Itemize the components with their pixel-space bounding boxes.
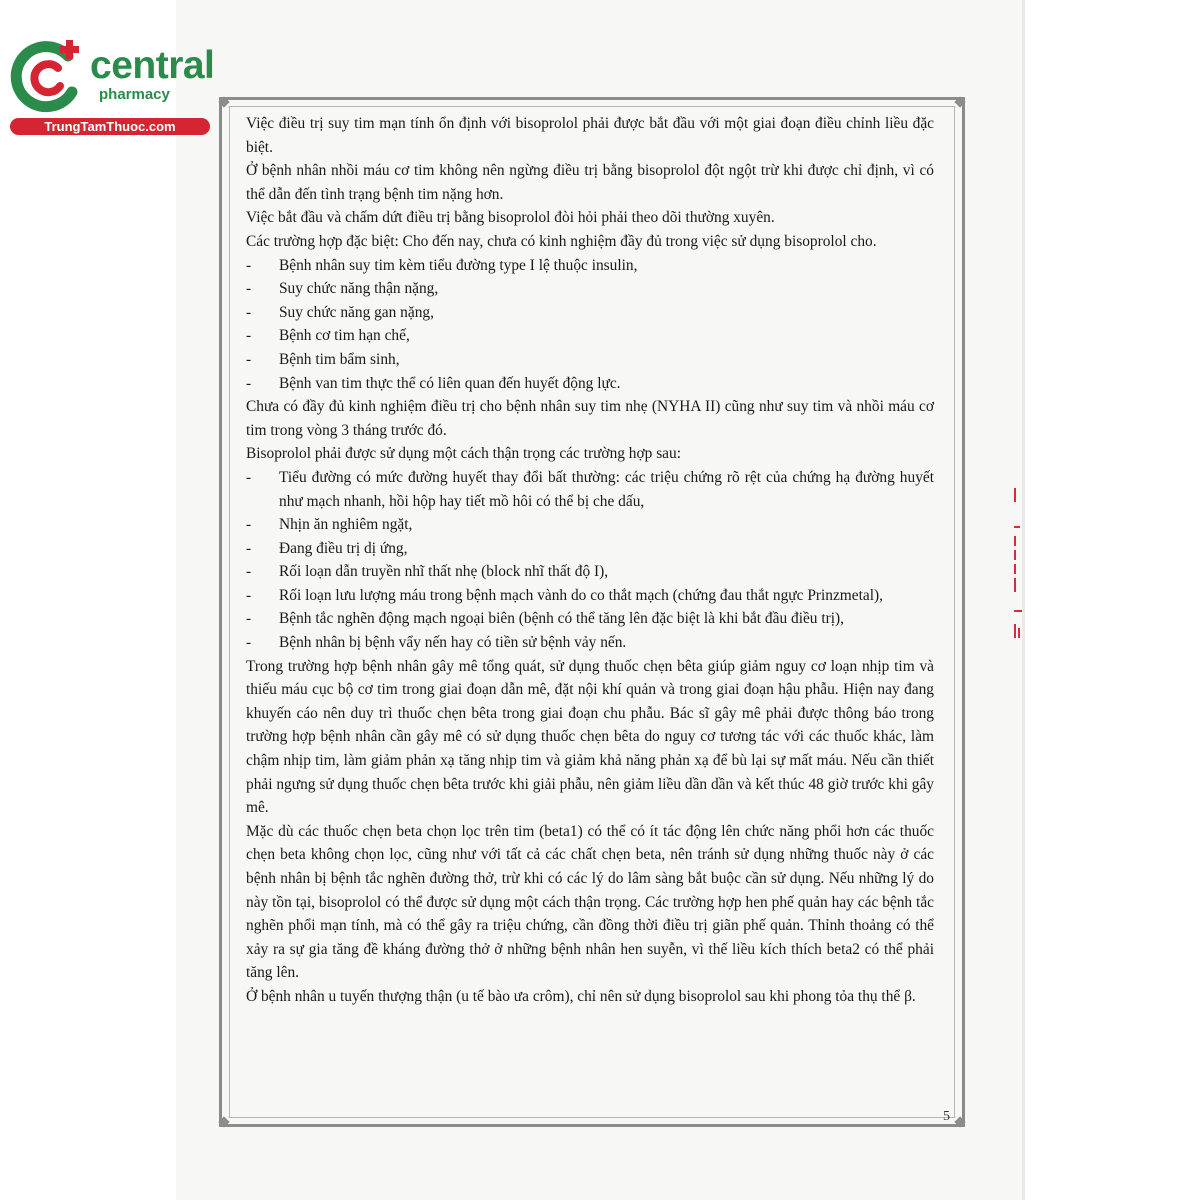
list-item: - Bệnh tim bẩm sinh,	[246, 350, 400, 368]
central-pharmacy-logo[interactable]	[10, 38, 215, 138]
paragraph: Bisoprolol phải được sử dụng một cách thận trọng các trường hợp sau:	[246, 445, 681, 463]
list-item: - Suy chức năng thận nặng,	[246, 280, 439, 298]
list-item: - Bệnh cơ tim hạn chế,	[246, 327, 410, 345]
document-body	[246, 112, 934, 1009]
list-item: - Bệnh tắc nghẽn động mạch ngoại biên (bệnh có thể tăng lên đặc biệt là khi bắt đầu điều trị),	[246, 610, 844, 628]
paragraph: Chưa có đầy đủ kinh nghiệm điều trị cho bệnh nhân suy tim nhẹ (NYHA II) cũng như suy tim và nhồi máu cơ tim trong vòng 3 tháng trước đó.	[246, 398, 934, 439]
paragraph: Việc bắt đầu và chấm dứt điều trị bằng bisoprolol đòi hỏi phải theo dõi thường xuyên.	[246, 209, 775, 227]
logo-website-badge: TrungTamThuoc.com	[10, 118, 210, 135]
logo-brand: central	[90, 44, 215, 87]
list-item: - Bệnh nhân suy tim kèm tiểu đường type I lệ thuộc insulin,	[246, 256, 638, 274]
paragraph: Ở bệnh nhân nhồi máu cơ tim không nên ngừng điều trị bằng bisoprolol đột ngột trừ khi được chỉ định, vì có thể dẫn đến tình trạng bệnh tim nặng hơn.	[246, 162, 934, 203]
red-stamp-fragment	[1010, 488, 1028, 648]
list-item: - Bệnh nhân bị bệnh vẩy nến hay có tiền sử bệnh vảy nến.	[246, 634, 627, 652]
paragraphs-bottom	[246, 655, 934, 1009]
page-number: 5	[943, 1109, 950, 1124]
list-item: - Rối loạn dẫn truyền nhĩ thất nhẹ (block nhĩ thất độ I),	[246, 563, 609, 581]
paragraph: Ở bệnh nhân u tuyến thượng thận (u tế bào ưa crôm), chỉ nên sử dụng bisoprolol sau khi phong tỏa thụ thể β.	[246, 987, 916, 1005]
logo-mark-icon	[10, 38, 90, 118]
list-item: - Bệnh van tim thực thể có liên quan đến huyết động lực.	[246, 374, 621, 392]
paragraph: Trong trường hợp bệnh nhân gây mê tổng quát, sử dụng thuốc chẹn bêta giúp giảm nguy cơ loạn nhịp tim và thiếu máu cục bộ cơ tim trong giai đoạn dẫn mê, đặt nội khí quản và trong giai đoạn hậu phẫu. Hiện nay đang khuyến cáo nên duy trì thuốc chẹn bêta trong giai đoạn chu phẫu. Bác sĩ gây mê phải được thông báo trong trường hợp bệnh nhân cần gây mê có sử dụng thuốc chẹn bêta do nguy cơ tương tác với các thuốc khác, làm chậm nhịp tim, làm giảm phản xạ tăng nhịp tim và giảm khả năng phản xạ để bù lại sự mất máu. Nếu cần thiết phải ngưng sử dụng thuốc chẹn bêta trước khi giải phẫu, nên giảm liều dần dần và kết thúc 48 giờ trước khi gây mê.	[246, 657, 934, 817]
paragraphs-mid	[246, 395, 934, 466]
paragraph: Việc điều trị suy tim mạn tính ổn định với bisoprolol phải được bắt đầu với một giai đoạn điều chỉnh liều đặc biệt.	[246, 115, 934, 156]
list-item: - Nhịn ăn nghiêm ngặt,	[246, 516, 413, 534]
stamp-edge-icon	[1010, 488, 1028, 648]
paragraphs-top	[246, 112, 934, 254]
caution-cases-list	[246, 466, 934, 655]
logo-subtitle: pharmacy	[99, 86, 170, 103]
paragraph: Các trường hợp đặc biệt: Cho đến nay, chưa có kinh nghiệm đầy đủ trong việc sử dụng bisoprolol cho.	[246, 232, 877, 250]
list-item: - Suy chức năng gan nặng,	[246, 303, 434, 321]
paragraph: Mặc dù các thuốc chẹn beta chọn lọc trên tim (beta1) có thể có ít tác động lên chức năng phổi hơn các thuốc chẹn beta không chọn lọc, cũng như với tất cả các chất chẹn beta, nên tránh sử dụng những thuốc này ở các bệnh nhân bị bệnh tắc nghẽn đường thở, trừ khi có các lý do lâm sàng bắt buộc cần sử dụng. Nếu những lý do này tồn tại, bisoprolol có thể được sử dụng một cách thận trọng. Các trường hợp hen phế quản hay các bệnh tắc nghẽn phổi mạn tính, mà có thể gây ra triệu chứng, cần đồng thời điều trị giãn phế quản. Thỉnh thoảng có thể xảy ra sự gia tăng đề kháng đường thở ở những bệnh nhân hen suyễn, vì thế liều kích thích beta2 có thể phải tăng lên.	[246, 822, 934, 982]
list-item: - Tiểu đường có mức đường huyết thay đổi bất thường: các triệu chứng rõ rệt của chứng hạ đường huyết như mạch nhanh, hồi hộp hay tiết mồ hôi có thể bị che dấu,	[246, 468, 934, 510]
list-item: - Rối loạn lưu lượng máu trong bệnh mạch vành do co thắt mạch (chứng đau thắt ngực Prinzmetal),	[246, 586, 883, 604]
special-cases-list	[246, 254, 934, 396]
list-item: - Đang điều trị dị ứng,	[246, 539, 408, 557]
